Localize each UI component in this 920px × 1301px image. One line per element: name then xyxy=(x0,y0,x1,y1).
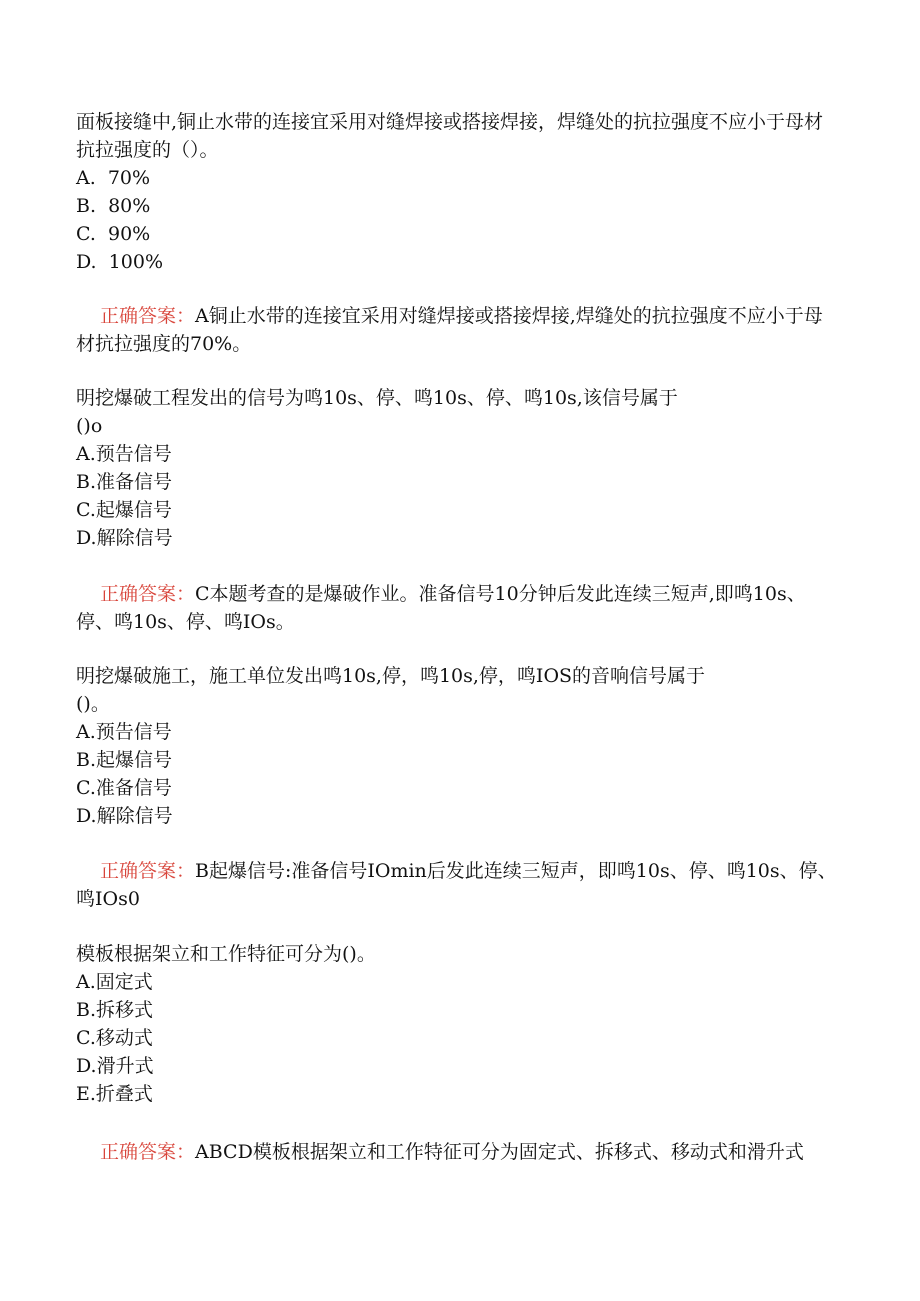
option-list xyxy=(76,440,836,552)
question-3 xyxy=(76,662,836,830)
option-d: D.滑升式 xyxy=(76,1055,154,1077)
option-a: A. 70% xyxy=(76,167,151,189)
option-d: D. 100% xyxy=(76,251,163,273)
answer-label: 正确答案： xyxy=(100,583,196,605)
question-4 xyxy=(76,940,836,1108)
answer-4 xyxy=(76,1138,840,1166)
answer-label: 正确答案： xyxy=(100,1141,196,1163)
option-c: C.起爆信号 xyxy=(76,499,172,521)
question-text: 明挖爆破工程发出的信号为鸣10s、停、鸣10s、停、鸣10s,该信号属于 ()o xyxy=(76,387,678,437)
answer-3 xyxy=(76,857,840,913)
option-list xyxy=(76,718,836,830)
question-2 xyxy=(76,384,836,552)
question-text: 面板接缝中,铜止水带的连接宜采用对缝焊接或搭接焊接，焊缝处的抗拉强度不应小于母材抗拉强度的（）。 xyxy=(76,111,824,161)
answer-explanation: B起爆信号:准备信号IOmin后发此连续三短声，即鸣10s、停、鸣10s、停、鸣IOs0 xyxy=(76,860,837,910)
option-b: B. 80% xyxy=(76,195,151,217)
answer-1 xyxy=(76,302,840,358)
question-text: 明挖爆破施工，施工单位发出鸣10s,停，鸣10s,停，鸣IOS的音响信号属于 ()。 xyxy=(76,665,706,715)
option-list xyxy=(76,968,836,1108)
option-c: C. 90% xyxy=(76,223,151,245)
answer-explanation: ABCD模板根据架立和工作特征可分为固定式、拆移式、移动式和滑升式 xyxy=(195,1141,804,1163)
option-b: B.起爆信号 xyxy=(76,749,173,771)
option-b: B.拆移式 xyxy=(76,999,154,1021)
option-a: A.固定式 xyxy=(76,971,153,993)
question-1 xyxy=(76,108,836,276)
answer-2 xyxy=(76,580,840,636)
answer-label: 正确答案： xyxy=(100,860,196,882)
option-d: D.解除信号 xyxy=(76,527,173,549)
answer-explanation: A铜止水带的连接宜采用对缝焊接或搭接焊接,焊缝处的抗拉强度不应小于母材抗拉强度的70%。 xyxy=(76,305,823,355)
option-c: C.移动式 xyxy=(76,1027,153,1049)
question-text: 模板根据架立和工作特征可分为()。 xyxy=(76,943,376,965)
option-a: A.预告信号 xyxy=(76,721,172,743)
answer-label: 正确答案： xyxy=(100,305,196,327)
option-b: B.准备信号 xyxy=(76,471,173,493)
answer-explanation: C本题考查的是爆破作业。准备信号10分钟后发此连续三短声,即鸣10s、停、鸣10s、停、鸣IOs。 xyxy=(76,583,806,633)
option-e: E.折叠式 xyxy=(76,1083,153,1105)
option-d: D.解除信号 xyxy=(76,805,173,827)
option-list xyxy=(76,164,836,276)
option-a: A.预告信号 xyxy=(76,443,172,465)
option-c: C.准备信号 xyxy=(76,777,172,799)
